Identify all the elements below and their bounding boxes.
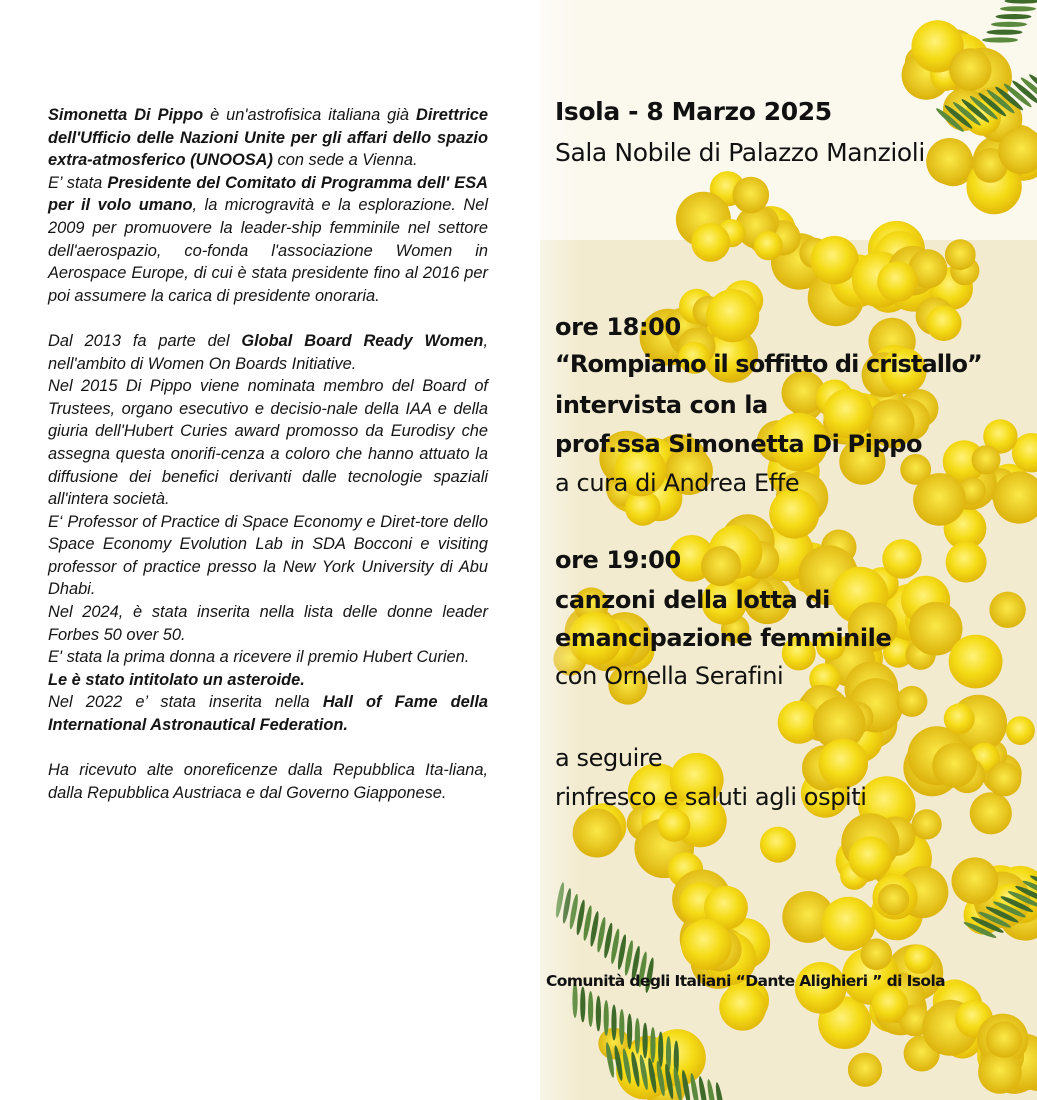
mimosa-puff bbox=[932, 743, 977, 788]
leaf-shape bbox=[619, 1009, 624, 1045]
bio-text: , nell'ambito di Women On Boards Initiative. bbox=[48, 331, 488, 373]
leaf-shape bbox=[1000, 6, 1036, 11]
session-1-line-2: prof.ssa Simonetta Di Pippo bbox=[555, 430, 923, 458]
session-2-time: ore 19:00 bbox=[555, 546, 681, 574]
bio-highlight: Global Board Ready Women bbox=[241, 331, 484, 350]
bio-paragraph-4: Nel 2015 Di Pippo viene nominata membro del Board of Trustees, organo esecutivo e decisio-nale della IAA e della giuria dell'Hubert Curies award promosso da Eurodisy che assegna questa onorifi-cenza a coloro che hanno attuato la diffusione dei benefici derivanti dalle tecnologie spaziali all'intera società. bbox=[48, 377, 488, 509]
mimosa-puff bbox=[810, 236, 858, 284]
mimosa-puff bbox=[681, 919, 732, 970]
session-3-line-2: rinfresco e saluti agli ospiti bbox=[555, 783, 867, 811]
leaf-shape bbox=[627, 1014, 632, 1050]
mimosa-puff bbox=[945, 239, 976, 270]
mimosa-puff bbox=[1006, 716, 1035, 745]
mimosa-puff bbox=[691, 223, 730, 262]
mimosa-puff bbox=[989, 592, 1025, 628]
mimosa-puff bbox=[972, 445, 1001, 474]
bio-highlight: Hall of Fame della International Astronautical Federation. bbox=[48, 693, 488, 735]
bio-text: , la microgravità e la esplorazione. Nel 2009 per promuovere la leader-ship femminile nel settore dell'aerospazio, co-fonda l'associazione Women in Aerospace Europe, di cui è stata presidente fino al 2016 per poi assumere la carica di presidente onoraria. bbox=[48, 196, 488, 305]
event-venue: Sala Nobile di Palazzo Manzioli bbox=[555, 138, 925, 167]
session-3-line-1: a seguire bbox=[555, 744, 663, 772]
leaf-shape bbox=[650, 1027, 655, 1063]
session-1-title: “Rompiamo il soffitto di cristallo” bbox=[555, 350, 982, 378]
leaf-shape bbox=[658, 1032, 663, 1068]
biography-text bbox=[48, 104, 488, 804]
mimosa-puff bbox=[848, 1053, 882, 1087]
session-1-curator: a cura di Andrea Effe bbox=[555, 469, 800, 497]
leaf-shape bbox=[991, 22, 1027, 27]
mimosa-puff bbox=[658, 809, 691, 842]
bio-highlight: Presidente del Comitato di Programma dell' ESA per il volo umano bbox=[48, 173, 488, 215]
session-2-line-2: emancipazione femminile bbox=[555, 624, 892, 652]
mimosa-puff bbox=[912, 809, 942, 839]
mimosa-puff bbox=[926, 138, 973, 185]
mimosa-puff bbox=[904, 945, 933, 974]
bio-highlight: Le è stato intitolato un asteroide. bbox=[48, 670, 305, 689]
event-date: Isola - 8 Marzo 2025 bbox=[555, 97, 832, 126]
mimosa-puff bbox=[701, 546, 741, 586]
leaf-shape bbox=[987, 30, 1023, 35]
mimosa-puff bbox=[733, 177, 770, 214]
mimosa-puff bbox=[706, 289, 759, 342]
mimosa-puff bbox=[877, 261, 918, 302]
mimosa-puff bbox=[987, 762, 1021, 796]
bio-paragraph-5: E‘ Professor of Practice di Space Economy e Diret-tore dello Space Economy Evolution Lab in SDA Bocconi e visiting professor of practice presso la New York University di Abu Dhabi. bbox=[48, 512, 488, 599]
bio-paragraph-9 bbox=[48, 691, 488, 736]
mimosa-puff bbox=[946, 542, 987, 583]
session-2-performer: con Ornella Serafini bbox=[555, 662, 784, 690]
leaf-shape bbox=[996, 14, 1032, 19]
mimosa-puff bbox=[882, 539, 921, 578]
bio-text: è un'astrofisica italiana già bbox=[203, 106, 417, 124]
leaf-shape bbox=[611, 1005, 616, 1041]
mimosa-puff bbox=[952, 857, 999, 904]
mimosa-puff bbox=[949, 48, 991, 90]
mimosa-puff bbox=[944, 703, 975, 734]
mimosa-puff bbox=[818, 739, 868, 789]
leaf-shape bbox=[982, 37, 1018, 42]
bio-paragraph-6: Nel 2024, è stata inserita nella lista delle donne leader Forbes 50 over 50. bbox=[48, 603, 488, 644]
bio-paragraph-7: E' stata la prima donna a ricevere il premio Hubert Curien. bbox=[48, 648, 470, 667]
leaf-shape bbox=[635, 1018, 640, 1054]
bio-name: Simonetta Di Pippo bbox=[48, 106, 204, 124]
leaf-shape bbox=[596, 996, 601, 1032]
leaf-shape bbox=[588, 991, 593, 1027]
bio-paragraph-2 bbox=[48, 172, 488, 308]
mimosa-puff bbox=[760, 827, 796, 863]
bio-text: con sede a Vienna. bbox=[272, 151, 418, 170]
leaf-shape bbox=[580, 987, 585, 1023]
session-1-time: ore 18:00 bbox=[555, 313, 681, 341]
bio-paragraph-8 bbox=[48, 669, 488, 692]
mimosa-puff bbox=[861, 939, 893, 971]
mimosa-puff bbox=[949, 635, 1003, 689]
mimosa-puff bbox=[926, 306, 961, 341]
session-2-line-1: canzoni della lotta di bbox=[555, 586, 830, 614]
mimosa-puff bbox=[754, 231, 783, 260]
mimosa-puff bbox=[896, 686, 927, 717]
bio-paragraph-3 bbox=[48, 330, 488, 375]
bio-text: E’ stata bbox=[48, 173, 108, 192]
leaf-shape bbox=[604, 1000, 609, 1036]
mimosa-puff bbox=[913, 473, 966, 526]
bio-text: Dal 2013 fa parte del bbox=[48, 331, 242, 350]
bio-paragraph-1 bbox=[48, 104, 488, 172]
bio-paragraph-10: Ha ricevuto alte onoreficenze dalla Repubblica Ita-liana, dalla Repubblica Austriaca e dal Governo Giapponese. bbox=[48, 761, 488, 802]
mimosa-puff bbox=[986, 1021, 1022, 1057]
mimosa-puff bbox=[878, 884, 909, 915]
organizer-footer: Comunità degli Italiani “Dante Alighieri ” di Isola bbox=[546, 972, 946, 990]
mimosa-puff bbox=[848, 836, 892, 880]
mimosa-puff bbox=[970, 792, 1012, 834]
mimosa-puff bbox=[872, 986, 908, 1022]
bio-text: Nel 2022 e’ stata inserita nella bbox=[48, 693, 323, 712]
bio-highlight: Direttrice dell'Ufficio delle Nazioni Unite per gli affari dello spazio extra-atmosferico (UNOOSA) bbox=[48, 106, 488, 170]
leaf-shape bbox=[643, 1023, 648, 1059]
session-1-line-1: intervista con la bbox=[555, 391, 768, 419]
mimosa-puff bbox=[719, 984, 766, 1031]
